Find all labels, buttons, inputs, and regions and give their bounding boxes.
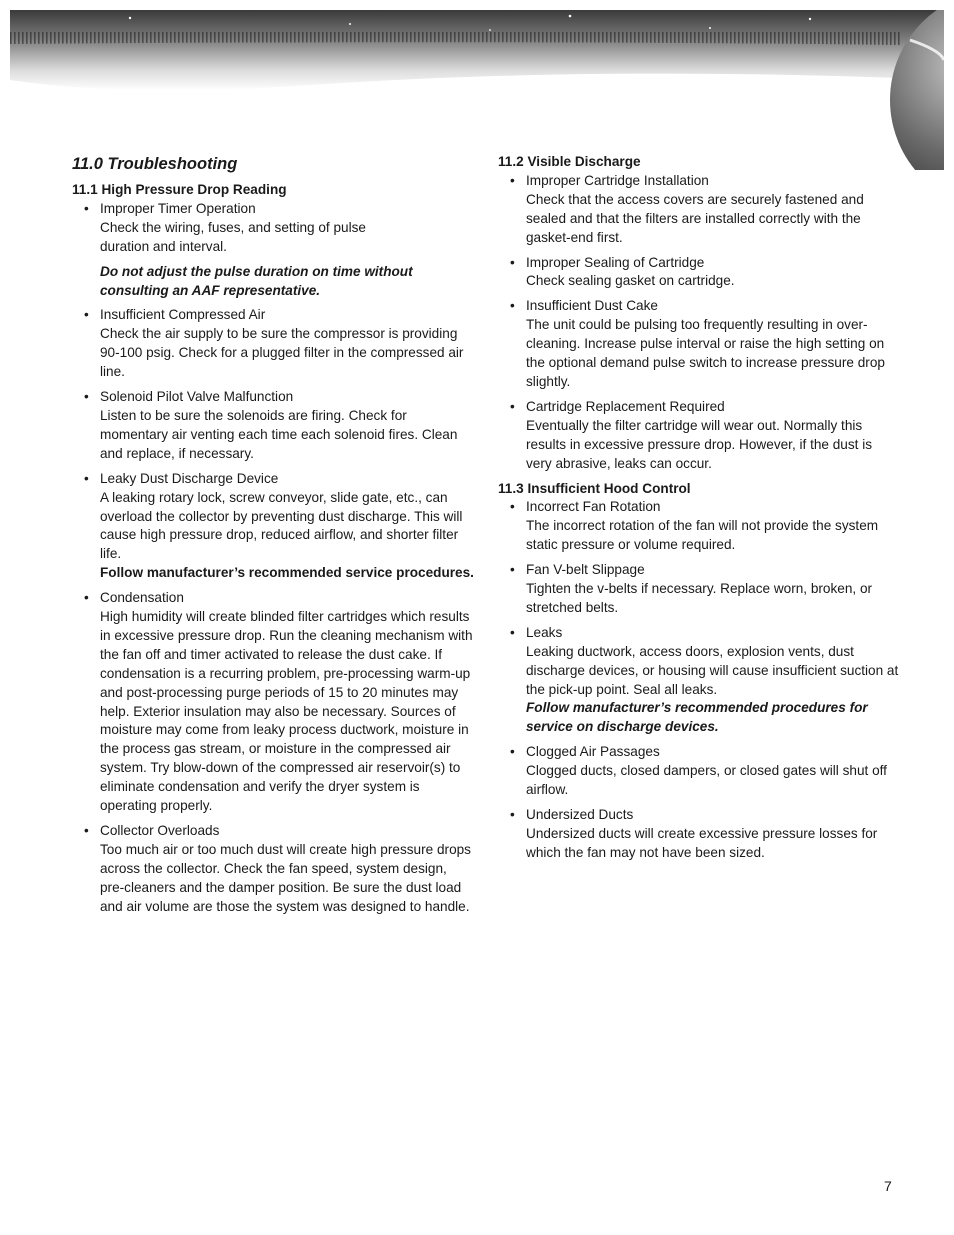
bullet: • xyxy=(84,590,89,606)
bullet: • xyxy=(510,298,515,314)
header-banner xyxy=(10,10,944,170)
item-description: Check sealing gasket on cartridge. xyxy=(526,273,735,289)
item-title: Incorrect Fan Rotation xyxy=(526,499,661,515)
item-description: Leaking ductwork, access doors, explosion vents, dust discharge devices, or housing will cause insufficient suction at the pick-up point. Seal all leaks. xyxy=(526,643,899,697)
item-title: Collector Overloads xyxy=(100,823,220,838)
item-title: Undersized Ducts xyxy=(526,807,634,822)
item-title: Improper Sealing of Cartridge xyxy=(526,254,705,270)
item-title: Clogged Air Passages xyxy=(526,744,660,760)
list-item xyxy=(72,470,474,583)
item-emphasis: Follow manufacturer’s recommended service procedures. xyxy=(100,565,474,581)
list-item xyxy=(498,297,900,392)
item-description: A leaking rotary lock, screw conveyor, slide gate, etc., can overload the collector by preventing dust discharge. This will cause high pressure drop, reduced airflow, and shorter filter life. xyxy=(100,489,463,562)
list-item xyxy=(498,254,900,292)
bullet: • xyxy=(510,807,515,822)
bullet: • xyxy=(510,254,515,270)
list-item xyxy=(498,806,900,863)
list-item xyxy=(498,498,900,555)
item-description: Check the wiring, fuses, and setting of pulse duration and interval. xyxy=(100,219,366,254)
item-title: Leaky Dust Discharge Device xyxy=(100,470,279,486)
list-item xyxy=(498,172,900,248)
subsection-title-visible-discharge: 11.2 Visible Discharge xyxy=(498,154,641,169)
item-title: Condensation xyxy=(100,590,184,606)
item-title: Leaks xyxy=(526,624,563,640)
bullet: • xyxy=(510,398,515,414)
bullet: • xyxy=(84,823,89,838)
section-title: 11.0 Troubleshooting xyxy=(72,155,238,173)
item-description: Check that the access covers are securely fastened and sealed and that the filters are installed correctly with the gasket-end first. xyxy=(526,191,864,245)
list-item xyxy=(72,822,474,917)
subsection-title-high-pressure: 11.1 High Pressure Drop Reading xyxy=(72,182,287,197)
item-description: The incorrect rotation of the fan will not provide the system static pressure or volume required. xyxy=(526,518,879,553)
list-item xyxy=(72,589,474,816)
item-description: The unit could be pulsing too frequently resulting in over-cleaning. Increase pulse interval or raise the high setting on the optional demand pulse switch to increase pressure drop slightly. xyxy=(526,317,885,389)
list-item xyxy=(498,398,900,474)
list-item xyxy=(72,388,474,464)
item-title: Insufficient Compressed Air xyxy=(100,307,266,323)
item-description: Clogged ducts, closed dampers, or closed gates will shut off airflow. xyxy=(526,763,887,798)
bullet: • xyxy=(510,624,515,640)
item-description: Eventually the filter cartridge will wear out. Normally this results in excessive pressure drop. However, if the dust is very abrasive, leaks can occur. xyxy=(526,417,873,471)
bullet: • xyxy=(510,562,515,578)
warning-note: Do not adjust the pulse duration on time without consulting an AAF representative. xyxy=(100,263,413,298)
bullet: • xyxy=(84,389,89,405)
bullet: • xyxy=(510,172,515,188)
item-title: Improper Timer Operation xyxy=(100,200,256,216)
item-description: Undersized ducts will create excessive pressure losses for which the fan may not have been sized. xyxy=(526,825,878,860)
list-item xyxy=(72,200,474,257)
item-description: High humidity will create blinded filter cartridges which results in excessive pressure drop. Run the cleaning mechanism with the fan off and timer activated to release the dust cake. If condensation is a recurring problem, pre-processing warm-up and post-processing purge periods of 15 to 20 minutes may help. Exterior insulation may also be necessary. Sources of moisture may come from leaky process ductwork, moisture in the process gas stream, or moisture in the compressed air system. Try blow-down of the compressed air reservoir(s) to eliminate condensation and verify the dryer system is operating properly. xyxy=(100,609,473,814)
page-number: 7 xyxy=(884,1178,892,1194)
bullet: • xyxy=(510,744,515,760)
bullet: • xyxy=(84,307,89,323)
subsection-title-hood-control: 11.3 Insufficient Hood Control xyxy=(498,480,691,496)
item-description: Tighten the v-belts if necessary. Replace worn, broken, or stretched belts. xyxy=(526,581,873,615)
list-item xyxy=(498,743,900,800)
item-title: Improper Cartridge Installation xyxy=(526,172,709,188)
item-title: Solenoid Pilot Valve Malfunction xyxy=(100,389,294,405)
item-title: Insufficient Dust Cake xyxy=(526,298,658,314)
list-item xyxy=(72,306,474,382)
bullet: • xyxy=(84,470,89,486)
item-title: Fan V-belt Slippage xyxy=(526,562,645,578)
item-emphasis: Follow manufacturer’s recommended procedures for service on discharge devices. xyxy=(526,700,868,735)
bullet: • xyxy=(84,200,89,216)
bullet: • xyxy=(510,499,515,515)
item-description: Too much air or too much dust will create high pressure drops across the collector. Check the fan speed, system design, pre-cleaners and the damper position. Be sure the dust load and air volume are those the system was designed to handle. xyxy=(100,841,471,914)
right-column xyxy=(498,153,900,869)
item-title: Cartridge Replacement Required xyxy=(526,398,725,414)
left-column xyxy=(72,153,474,923)
item-description: Check the air supply to be sure the compressor is providing 90-100 psig. Check for a plugged filter in the compressed air line. xyxy=(100,326,464,380)
list-item xyxy=(498,561,900,618)
list-item xyxy=(498,624,900,737)
item-description: Listen to be sure the solenoids are firing. Check for momentary air venting each time each solenoid fires. Clean and replace, if necessary. xyxy=(100,407,458,461)
